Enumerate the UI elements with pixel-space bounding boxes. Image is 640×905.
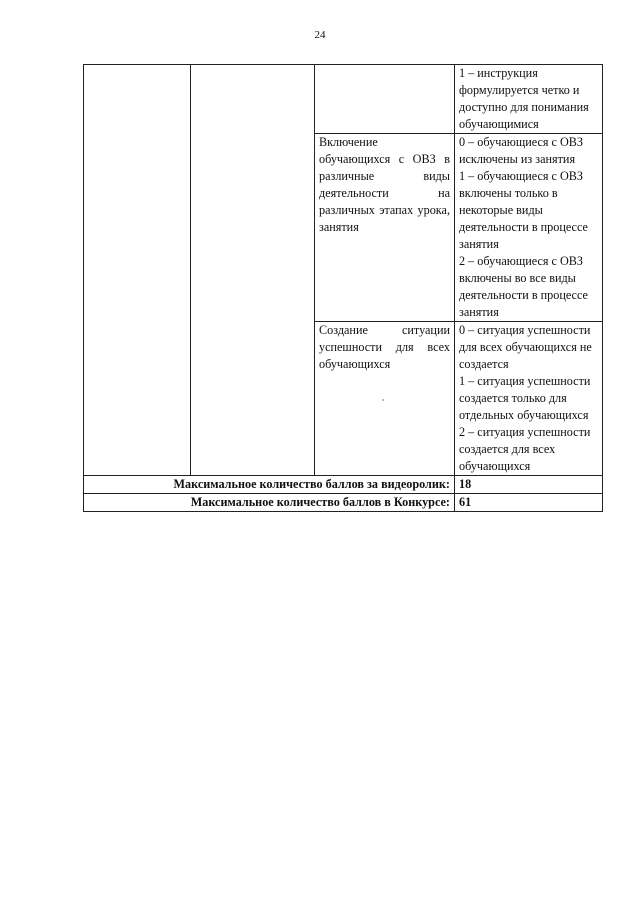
criterion-cell: Включение обучающихся с ОВЗ в различные виды деятельности на различных этапах урока, занятия (315, 134, 455, 322)
criterion-cell: Создание ситуации успешности для всех обучающихся (315, 322, 455, 476)
score-description: 2 – ситуация успешности создается для всех обучающихся (459, 425, 591, 473)
summary-label: Максимальное количество баллов за видеоролик: (84, 476, 455, 494)
score-cell (455, 322, 603, 476)
score-cell (455, 134, 603, 322)
empty-cell-col2 (191, 65, 315, 476)
score-cell (455, 65, 603, 134)
page-number: 24 (314, 29, 326, 41)
score-description: 2 – обучающиеся с ОВЗ включены во все виды деятельности в процессе занятия (459, 254, 588, 319)
score-description: 1 – обучающиеся с ОВЗ включены только в некоторые виды деятельности в процессе занятия (459, 169, 588, 251)
score-description: 1 – ситуация успешности создается только для отдельных обучающихся (459, 374, 591, 422)
summary-value: 61 (455, 494, 603, 512)
summary-row (84, 476, 603, 494)
score-description: 0 – обучающиеся с ОВЗ исключены из занятия (459, 135, 584, 166)
criterion-cell (315, 65, 455, 134)
summary-label: Максимальное количество баллов в Конкурсе: (84, 494, 455, 512)
table-row (84, 65, 603, 134)
summary-row (84, 494, 603, 512)
summary-value: 18 (455, 476, 603, 494)
scan-speck (382, 399, 384, 401)
score-description: 1 – инструкция формулируется четко и доступно для понимания обучающимися (459, 66, 589, 131)
criteria-table (83, 64, 603, 512)
empty-cell-col1 (84, 65, 191, 476)
score-description: 0 – ситуация успешности для всех обучающихся не создается (459, 323, 592, 371)
